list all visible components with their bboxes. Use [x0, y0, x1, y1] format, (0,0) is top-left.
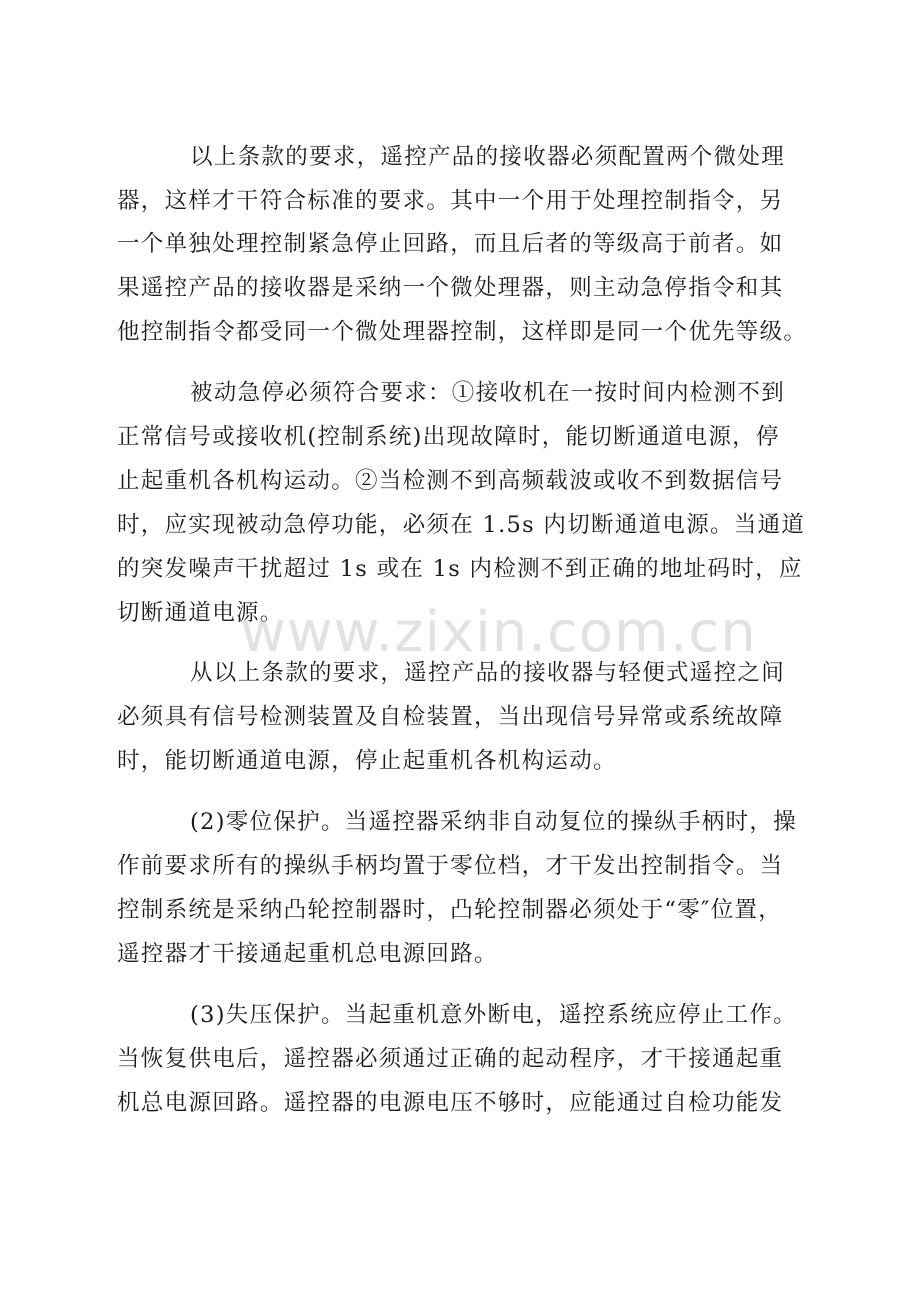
paragraph-2-line-3: 止起重机各机构运动。②当检测不到高频载波或收不到数据信号 — [117, 468, 784, 494]
paragraph-3-line-2: 必须具有信号检测装置及自检装置，当出现信号异常或系统故障 — [117, 704, 784, 730]
paragraph-3-line-3: 时，能切断通道电源，停止起重机各机构运动。 — [117, 748, 617, 774]
watermark: www.zixin.com.cn — [240, 600, 757, 665]
paragraph-1-line-4: 果遥控产品的接收器是采纳一个微处理器，则主动急停指令和其 — [117, 275, 784, 301]
paragraph-4-line-3: 控制系统是采纳凸轮控制器时，凸轮控制器必须处于“零″位置， — [117, 897, 783, 923]
paragraph-1-line-5: 他控制指令都受同一个微处理器控制，这样即是同一个优先等级。 — [117, 319, 808, 345]
paragraph-1-line-3: 一个单独处理控制紧急停止回路，而且后者的等级高于前者。如 — [117, 231, 784, 257]
paragraph-2-line-5: 的突发噪声干扰超过 1s 或在 1s 内检测不到正确的地址码时，应 — [117, 556, 803, 582]
paragraph-1-line-1: 以上条款的要求，遥控产品的接收器必须配置两个微处理 — [190, 144, 786, 170]
paragraph-4-line-2: 作前要求所有的操纵手柄均置于零位档，才干发出控制指令。当 — [117, 853, 784, 879]
paragraph-5-line-3: 机总电源回路。遥控器的电源电压不够时，应能通过自检功能发 — [117, 1090, 784, 1116]
paragraph-1-line-2: 器，这样才干符合标准的要求。其中一个用于处理控制指令，另 — [117, 188, 784, 214]
paragraph-2-line-6: 切断通道电源。 — [117, 600, 284, 626]
paragraph-2-line-2: 正常信号或接收机(控制系统)出现故障时，能切断通道电源，停 — [117, 424, 780, 450]
paragraph-3-line-1: 从以上条款的要求，遥控产品的接收器与轻便式遥控之间 — [190, 660, 786, 686]
paragraph-5-line-2: 当恢复供电后，遥控器必须通过正确的起动程序，才干接通起重 — [117, 1046, 784, 1072]
paragraph-2-line-1: 被动急停必须符合要求：①接收机在一按时间内检测不到 — [190, 380, 786, 406]
paragraph-4-line-1: (2)零位保护。当遥控器采纳非自动复位的操纵手柄时，操 — [190, 809, 797, 835]
paragraph-2-line-4: 时，应实现被动急停功能，必须在 1.5s 内切断通道电源。当通道 — [117, 512, 806, 538]
paragraph-4-line-4: 遥控器才干接通起重机总电源回路。 — [117, 941, 498, 967]
paragraph-5-line-1: (3)失压保护。当起重机意外断电，遥控系统应停止工作。 — [190, 1002, 797, 1028]
